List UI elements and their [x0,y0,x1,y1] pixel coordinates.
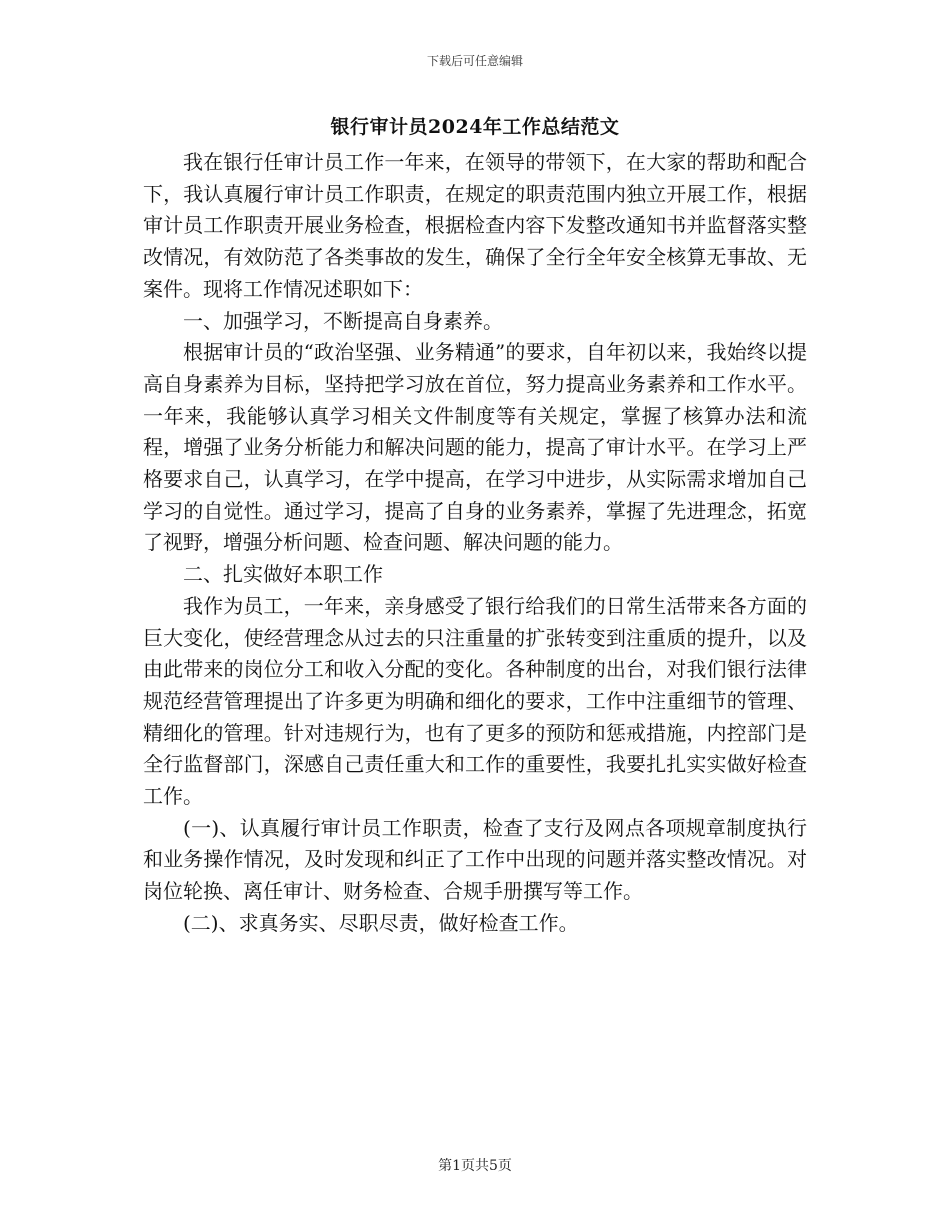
document-title: 银行审计员2024年工作总结范文 [330,116,620,138]
paragraph-duty: 我作为员工，一年来，亲身感受了银行给我们的日常生活带来各方面的巨大变化，使经营理念从过去的只注重量的扩张转变到注重质的提升，以及由此带来的岗位分工和收入分配的变化。各种制度的出台，对我们银行法律规范经营管理提出了许多更为明确和细化的要求，工作中注重细节的管理、精细化的管理。针对违规行为，也有了更多的预防和惩戒措施，内控部门是全行监督部门，深感自己责任重大和工作的重要性，我要扎扎实实做好检查工作。 [143,593,807,809]
section-heading-2: 二、扎实做好本职工作 [183,562,383,587]
paragraph-intro: 我在银行任审计员工作一年来，在领导的带领下，在大家的帮助和配合下，我认真履行审计员工作职责，在规定的职责范围内独立开展工作，根据审计员工作职责开展业务检查，根据检查内容下发整改通知书并监督落实整改情况，有效防范了各类事故的发生，确保了全行全年安全核算无事故、无案件。现将工作情况述职如下： [143,150,807,301]
document-body [143,147,807,940]
paragraph-subsection-1: (一)、认真履行审计员工作职责，检查了支行及网点各项规章制度执行和业务操作情况，及时发现和纠正了工作中出现的问题并落实整改情况。对岗位轮换、离任审计、财务检查、合规手册撰写等工作。 [143,815,807,904]
paragraph-learning: 根据审计员的“政治坚强、业务精通”的要求，自年初以来，我始终以提高自身素养为目标，坚持把学习放在首位，努力提高业务素养和工作水平。一年来，我能够认真学习相关文件制度等有关规定，掌握了核算办法和流程，增强了业务分析能力和解决问题的能力，提高了审计水平。在学习上严格要求自己，认真学习，在学中提高，在学习中进步，从实际需求增加自己学习的自觉性。通过学习，提高了自身的业务素养，掌握了先进理念，拓宽了视野，增强分析问题、检查问题、解决问题的能力。 [143,340,807,555]
section-heading-1: 一、加强学习，不断提高自身素养。 [183,308,503,333]
paragraph-subsection-2: (二)、求真务实、尽职尽责，做好检查工作。 [183,910,579,935]
page-header-note: 下载后可任意编辑 [426,54,523,68]
page-number: 第1页共5页 [438,1158,512,1174]
